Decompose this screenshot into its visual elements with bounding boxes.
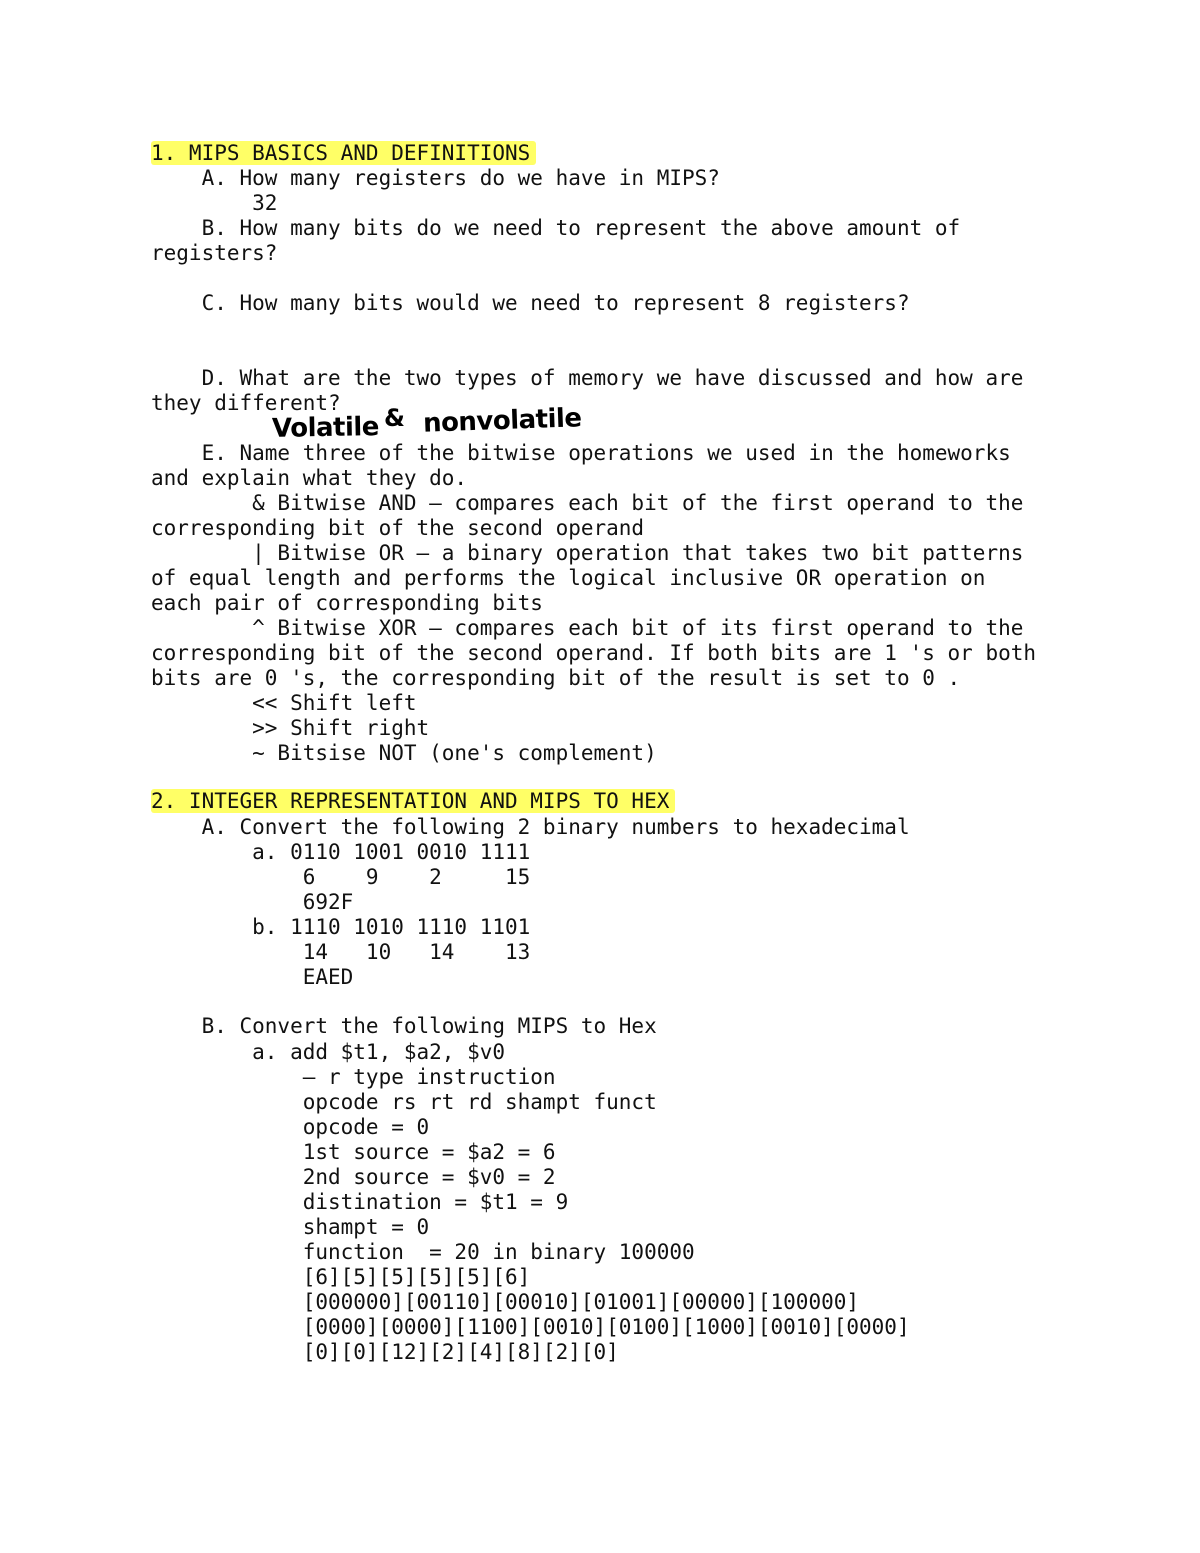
binary-b-digits: 14 10 14 13: [151, 940, 531, 964]
bitwise-and: & Bitwise AND – compares each bit of the first operand to the: [151, 491, 1024, 515]
mips-shampt: shampt = 0: [151, 1215, 430, 1239]
bitwise-xor-cont-1: corresponding bit of the second operand. If both bits are 1 's or both: [151, 641, 1037, 665]
binary-b: b. 1110 1010 1110 1101: [151, 915, 531, 939]
question-2a: A. Convert the following 2 binary numbers to hexadecimal: [151, 815, 910, 839]
binary-a-hex: 692F: [151, 890, 354, 914]
mips-instruction: a. add $t1, $a2, $v0: [151, 1040, 506, 1064]
bitwise-or: | Bitwise OR – a binary operation that takes two bit patterns: [151, 541, 1024, 565]
question-1d: D. What are the two types of memory we have discussed and how are: [151, 366, 1024, 390]
answer-1a: 32: [151, 191, 278, 215]
section-2-heading: [151, 789, 675, 814]
question-1b: B. How many bits do we need to represent the above amount of: [151, 216, 961, 240]
question-1d-cont: they different?: [151, 391, 341, 415]
question-1c: C. How many bits would we need to represent 8 registers?: [151, 291, 910, 315]
question-2b: B. Convert the following MIPS to Hex: [151, 1014, 657, 1038]
mips-fields: opcode rs rt rd shampt funct: [151, 1090, 657, 1114]
section-1-heading-text: 1. MIPS BASICS AND DEFINITIONS: [151, 141, 536, 165]
binary-a-digits: 6 9 2 15: [151, 865, 531, 889]
shift-left: << Shift left: [151, 691, 417, 715]
bitwise-or-cont-1: of equal length and performs the logical inclusive OR operation on: [151, 566, 986, 590]
bitwise-xor: ^ Bitwise XOR – compares each bit of its first operand to the: [151, 616, 1024, 640]
mips-destination: distination = $t1 = 9: [151, 1190, 569, 1214]
bitwise-xor-cont-2: bits are 0 's, the corresponding bit of the result is set to 0 .: [151, 666, 961, 690]
mips-type: – r type instruction: [151, 1065, 556, 1089]
question-1b-cont: registers?: [151, 241, 278, 265]
bitwise-and-cont: corresponding bit of the second operand: [151, 516, 645, 540]
section-1-heading: [151, 141, 536, 166]
shift-right: >> Shift right: [151, 716, 430, 740]
mips-function: function = 20 in binary 100000: [151, 1240, 695, 1264]
mips-hex-digits: [0][0][12][2][4][8][2][0]: [151, 1340, 619, 1364]
binary-a: a. 0110 1001 0010 1111: [151, 840, 531, 864]
bitwise-not: ~ Bitsise NOT (one's complement): [151, 741, 657, 765]
handwritten-nonvolatile: nonvolatile: [422, 403, 583, 439]
mips-opcode: opcode = 0: [151, 1115, 430, 1139]
bitwise-or-cont-2: each pair of corresponding bits: [151, 591, 543, 615]
handwritten-volatile: Volatile: [271, 412, 380, 444]
binary-b-hex: EAED: [151, 965, 354, 989]
mips-binary-fields: [000000][00110][00010][01001][00000][100000]: [151, 1290, 860, 1314]
question-1e: E. Name three of the bitwise operations we used in the homeworks: [151, 441, 1011, 465]
section-2-heading-text: 2. INTEGER REPRESENTATION AND MIPS TO HEX: [151, 789, 675, 813]
mips-nibbles: [0000][0000][1100][0010][0100][1000][0010][0000]: [151, 1315, 910, 1339]
question-1a: A. How many registers do we have in MIPS?: [151, 166, 720, 190]
handwritten-amp: &: [384, 404, 405, 432]
mips-source-1: 1st source = $a2 = 6: [151, 1140, 556, 1164]
question-1e-cont: and explain what they do.: [151, 466, 468, 490]
mips-source-2: 2nd source = $v0 = 2: [151, 1165, 556, 1189]
mips-field-widths: [6][5][5][5][5][6]: [151, 1265, 531, 1289]
